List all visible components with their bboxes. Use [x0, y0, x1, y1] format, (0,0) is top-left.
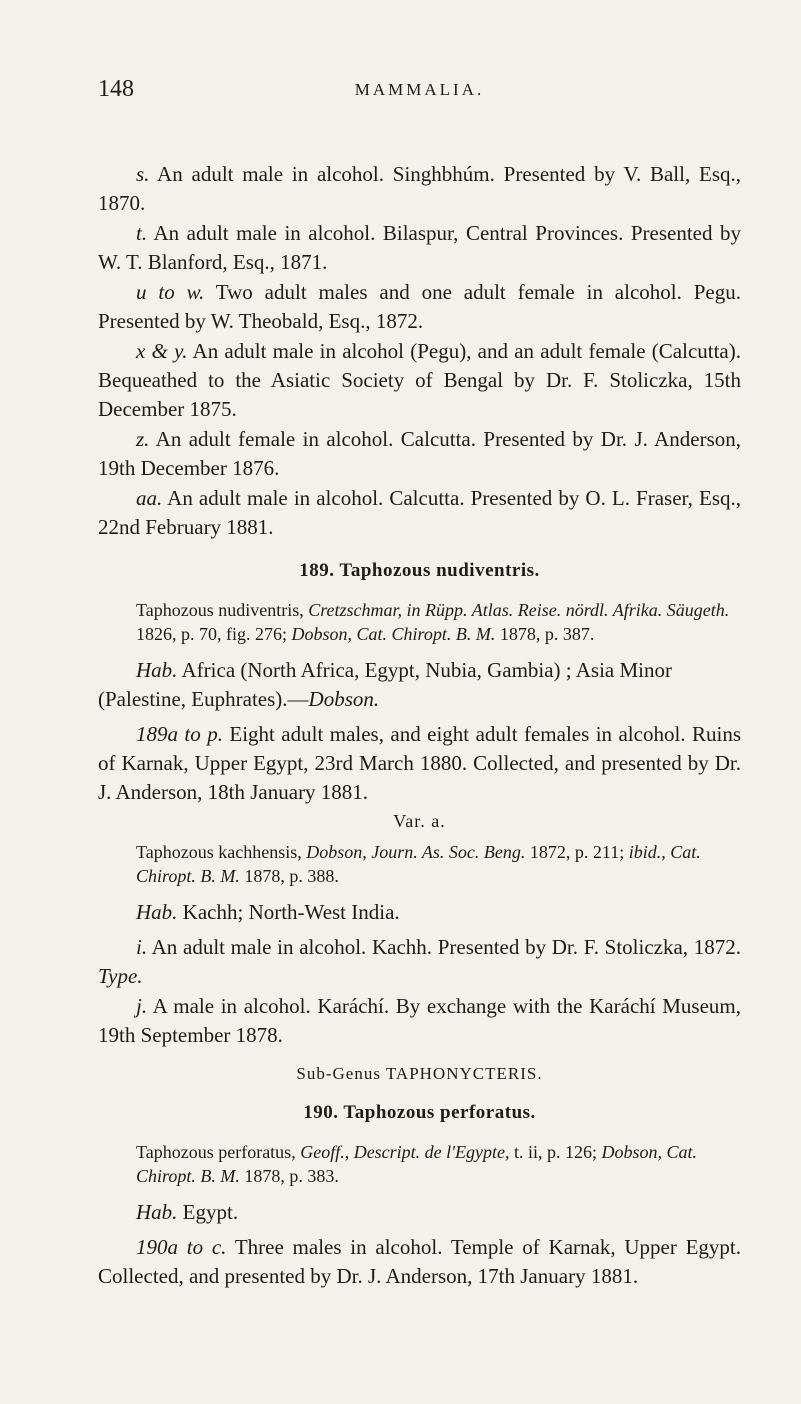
habitat-text: Africa (North Africa, Egypt, Nubia, Gambia) ; Asia Minor (Palestine, Euphrates).— [98, 658, 672, 711]
specimen-letter: 190a to c. [136, 1235, 227, 1259]
specimen-letter: s. [136, 162, 150, 186]
specimen-entry [98, 933, 741, 991]
specimen-letter: t. [136, 221, 148, 245]
specimen-text: An adult male in alcohol. Calcutta. Presented by O. L. Fraser, Esq., 22nd February 1881. [98, 486, 741, 539]
specimen-letter: j. [136, 994, 148, 1018]
species-heading: 190. Taphozous perforatus. [303, 1102, 536, 1123]
habitat [98, 656, 741, 714]
specimen-entry [98, 160, 741, 218]
synonymy [98, 1140, 741, 1188]
specimen-letter: i. [136, 935, 148, 959]
specimen-letter: z. [136, 427, 150, 451]
synonymy-name: Taphozous perforatus, [136, 1142, 301, 1162]
specimen-letter: x & y. [136, 339, 188, 363]
specimen-entry [98, 992, 741, 1050]
specimen-text: An adult male in alcohol (Pegu), and an adult female (Calcutta). Bequeathed to the Asiatic Society of Bengal by Dr. F. Stoliczka, 15th December 1875. [98, 339, 741, 421]
subgenus-heading: Sub-Genus TAPHONYCTERIS. [296, 1064, 543, 1083]
specimen-text: An adult male in alcohol. Bilaspur, Central Provinces. Presented by W. T. Blanford, Esq., 1871. [98, 221, 741, 274]
synonymy [98, 598, 741, 646]
specimen-text: Two adult males and one adult female in alcohol. Pegu. Presented by W. Theobald, Esq., 1872. [98, 280, 741, 333]
synonymy-citation: 1878, p. 387. [495, 624, 595, 644]
specimen-text: An adult female in alcohol. Calcutta. Presented by Dr. J. Anderson, 19th December 1876. [98, 427, 741, 480]
synonymy-name: Taphozous nudiventris, [136, 600, 309, 620]
synonymy-reference: Dobson, Cat. Chiropt. B. M. [291, 624, 496, 644]
habitat [98, 1198, 741, 1227]
synonymy-citation: 1872, p. 211; [525, 842, 629, 862]
specimen-text: Eight adult males, and eight adult females in alcohol. Ruins of Karnak, Upper Egypt, 23rd March 1880. Collected, and presented by Dr. J. Anderson, 18th January 1881. [98, 722, 741, 804]
type-note: Type. [98, 964, 143, 988]
specimen-text: An adult male in alcohol. Kachh. Presented by Dr. F. Stoliczka, 1872. [147, 935, 741, 959]
specimen-letter: u to w. [136, 280, 205, 304]
page-body [98, 160, 741, 1292]
habitat-authority: Dobson. [308, 687, 380, 711]
page-header [98, 76, 741, 116]
specimen-letter: aa. [136, 486, 163, 510]
specimen-entry [98, 278, 741, 336]
habitat-label: Hab. [136, 658, 178, 682]
specimen-entry [98, 337, 741, 424]
synonymy-reference: Geoff., Descript. de l'Egypte, [300, 1142, 510, 1162]
specimen-entry [98, 219, 741, 277]
synonymy-citation: 1878, p. 383. [239, 1166, 339, 1186]
variety-heading: Var. a. [393, 811, 446, 831]
habitat [98, 898, 741, 927]
synonymy-reference: ibid., Cat. Chiropt. B. M. [136, 842, 701, 886]
specimen-entry [98, 720, 741, 807]
specimen-text: Three males in alcohol. Temple of Karnak, Upper Egypt. Collected, and presented by Dr. J. Anderson, 17th January 1881. [98, 1235, 741, 1288]
synonymy-reference: Cretzschmar, in Rüpp. Atlas. Reise. nördl. Afrika. Säugeth. [308, 600, 730, 620]
synonymy [98, 840, 741, 888]
habitat-label: Hab. [136, 900, 178, 924]
synonymy-citation: 1826, p. 70, fig. 276; [136, 624, 292, 644]
page-number: 148 [98, 76, 134, 102]
synonymy-citation: t. ii, p. 126; [509, 1142, 602, 1162]
specimen-entry [98, 425, 741, 483]
specimen-letter: 189a to p. [136, 722, 223, 746]
habitat-text: Egypt. [177, 1200, 239, 1224]
specimen-text: An adult male in alcohol. Singhbhúm. Presented by V. Ball, Esq., 1870. [98, 162, 741, 215]
species-heading: 189. Taphozous nudiventris. [299, 560, 540, 581]
specimen-text: A male in alcohol. Karáchí. By exchange with the Karáchí Museum, 19th September 1878. [98, 994, 741, 1047]
running-head: MAMMALIA. [354, 80, 485, 99]
specimen-entry [98, 484, 741, 542]
habitat-label: Hab. [136, 1200, 178, 1224]
synonymy-citation: 1878, p. 388. [239, 866, 339, 886]
habitat-text: Kachh; North-West India. [177, 900, 400, 924]
synonymy-reference: Dobson, Cat. Chiropt. B. M. [136, 1142, 698, 1186]
specimen-entry [98, 1233, 741, 1291]
synonymy-name: Taphozous kachhensis, [136, 842, 307, 862]
synonymy-reference: Dobson, Journ. As. Soc. Beng. [306, 842, 526, 862]
